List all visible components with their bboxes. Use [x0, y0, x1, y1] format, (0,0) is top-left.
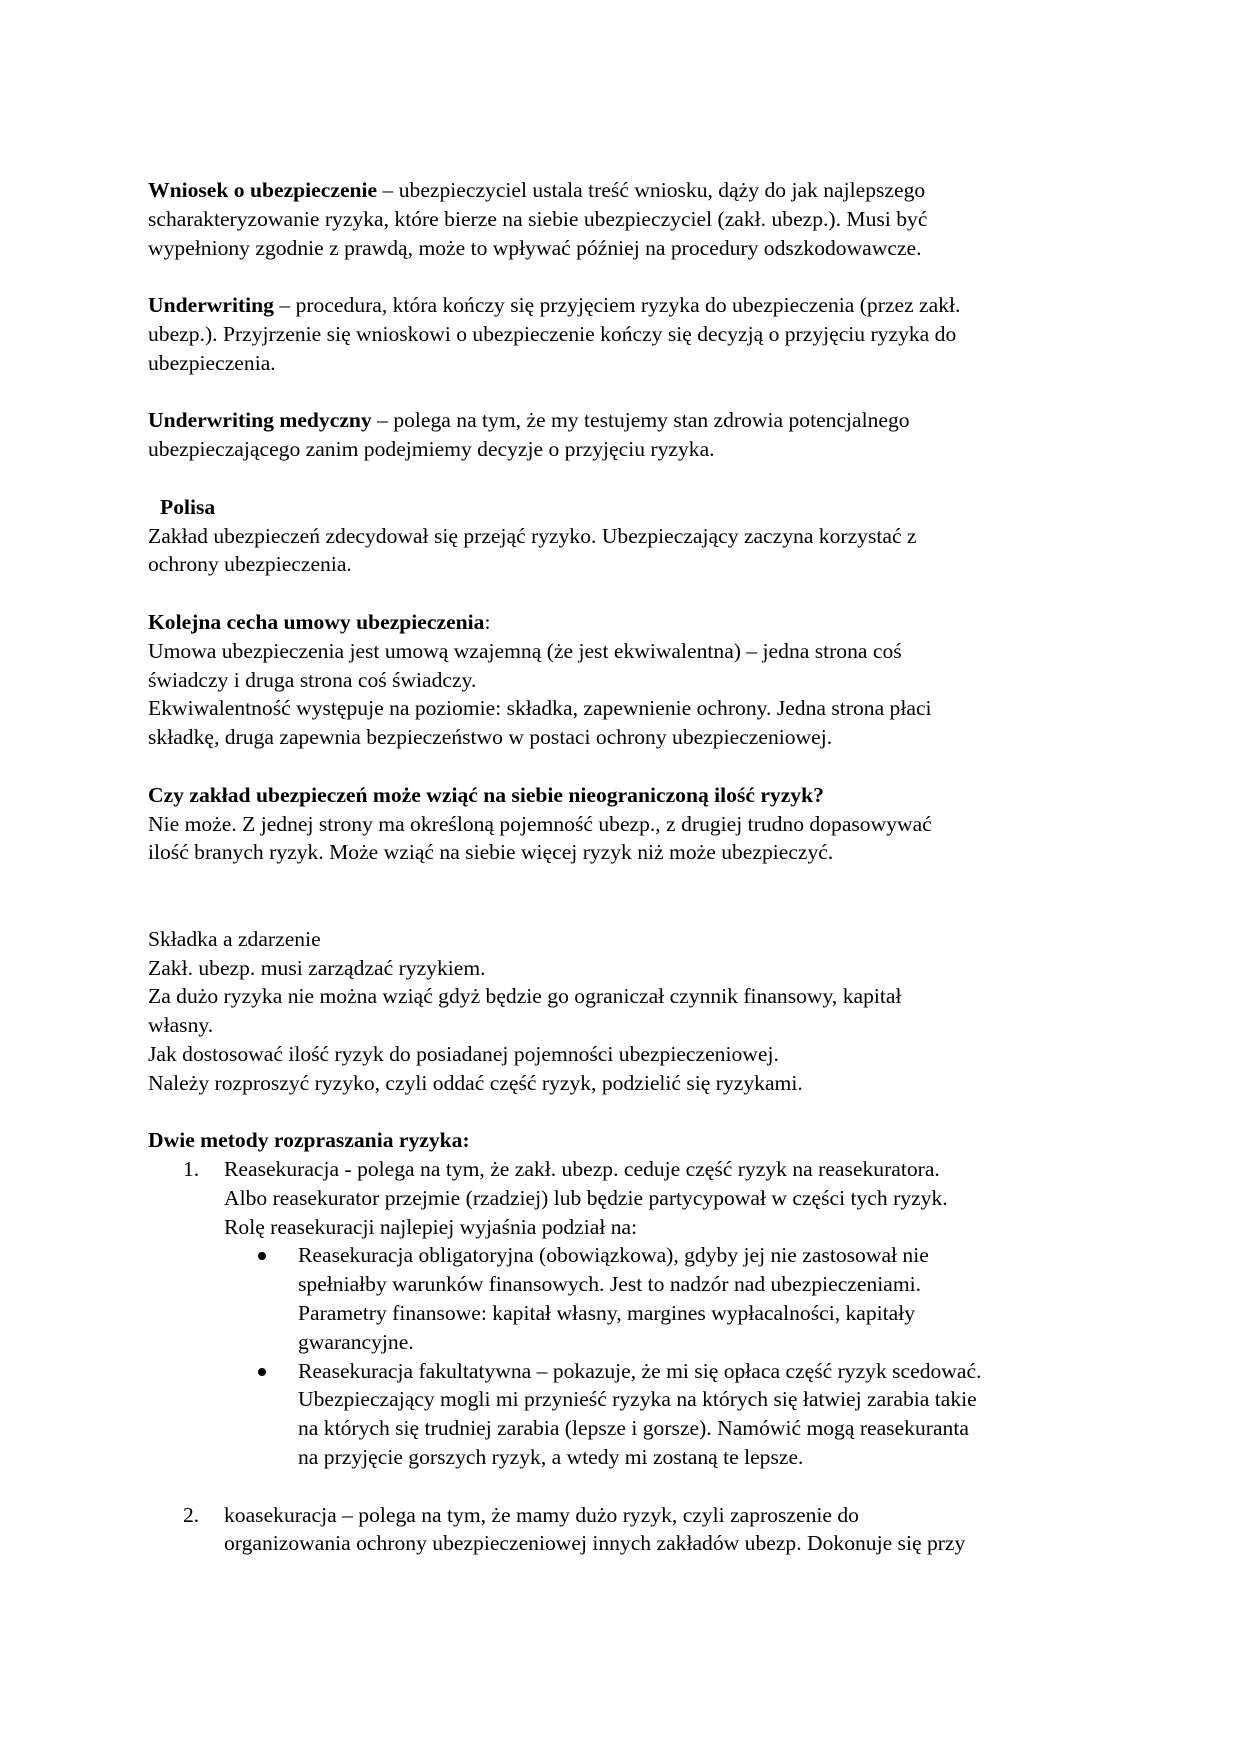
text-line: składkę, druga zapewnia bezpieczeństwo w postaci ochrony ubezpieczeniowej. [148, 725, 833, 750]
text-line: Zakład ubezpieczeń zdecydował się przejąć ryzyko. Ubezpieczający zaczyna korzystać z [148, 523, 917, 548]
text-line: na przyjęcie gorszych ryzyk, a wtedy mi zostaną te lepsze. [298, 1445, 804, 1470]
bullet-icon [258, 1252, 266, 1260]
paragraph-gap [224, 1472, 1098, 1501]
text-line: organizowania ochrony ubezpieczeniowej innych zakładów ubezp. Dokonuje się przy [224, 1531, 966, 1556]
section-polisa [148, 493, 1098, 579]
text-line: Reasekuracja obligatoryjna (obowiązkowa), gdyby jej nie zastosował nie [298, 1243, 929, 1268]
text-line: Reasekuracja fakultatywna – pokazuje, że mi się opłaca część ryzyk scedować. [298, 1358, 982, 1383]
bullet-item [224, 1357, 1098, 1472]
text-line: Ubezpieczający mogli mi przynieść ryzyka na których się łatwiej zarabia takie [298, 1387, 977, 1412]
section-underwriting [148, 291, 1098, 377]
term-wniosek: Wniosek o ubezpieczenie [148, 178, 378, 202]
text-line: na których się trudniej zarabia (lepsze i gorsze). Namówić mogą reasekuranta [298, 1416, 969, 1441]
text-line: ilość branych ryzyk. Może wziąć na siebie więcej ryzyk niż może ubezpieczyć. [148, 840, 834, 865]
list-number: 2. [183, 1502, 200, 1527]
text-line: Albo reasekurator przejmie (rzadziej) lub będzie partycypował w części tych ryzyk. [224, 1185, 948, 1210]
section-skladka [148, 925, 1098, 1098]
text-line: spełniałby warunków finansowych. Jest to nadzór nad ubezpieczeniami. [298, 1272, 922, 1297]
paragraph-gap [148, 867, 1098, 925]
text-line: Należy rozproszyć ryzyko, czyli oddać część ryzyk, podzielić się ryzykami. [148, 1070, 803, 1095]
section-underwriting-medyczny [148, 406, 1098, 464]
paragraph-gap [148, 378, 1098, 407]
text-line: gwarancyjne. [298, 1329, 414, 1354]
section-czy-zaklad [148, 781, 1098, 867]
text-line [148, 406, 1098, 435]
text-line: Zakł. ubezp. musi zarządzać ryzykiem. [148, 955, 486, 980]
paragraph-gap [148, 262, 1098, 291]
text-line [148, 291, 1098, 320]
text-line: Jak dostosować ilość ryzyk do posiadanej pojemności ubezpieczeniowej. [148, 1041, 779, 1066]
section-dwie-metody [148, 1126, 1098, 1558]
section-kolejna-cecha [148, 608, 1098, 752]
heading-polisa: Polisa [160, 494, 216, 519]
text-line: Za dużo ryzyka nie można wziąć gdyż będzie go ograniczał czynnik finansowy, kapitał [148, 984, 902, 1009]
paragraph-gap [148, 752, 1098, 781]
methods-list [148, 1155, 1098, 1558]
text-line: Parametry finansowe: kapitał własny, margines wypłacalności, kapitały [298, 1301, 916, 1326]
text-line: Umowa ubezpieczenia jest umową wzajemną (że jest ekwiwalentna) – jedna strona coś [148, 638, 902, 663]
text-line: świadczy i druga strona coś świadczy. [148, 667, 477, 692]
text-line-part: – polega na tym, że my testujemy stan zdrowia potencjalnego [371, 408, 910, 433]
heading-kolejna-cecha: Kolejna cecha umowy ubezpieczenia [148, 609, 485, 634]
text-line [148, 608, 1098, 637]
bullet-item [224, 1241, 1098, 1356]
text-line: ubezp.). Przyjrzenie się wnioskowi o ubezpieczenie kończy się decyzją o przyjęciu ryzyka do [148, 321, 957, 346]
text-line: scharakteryzowanie ryzyka, które bierze na siebie ubezpieczyciel (zakł. ubezp.). Musi być [148, 206, 928, 231]
list-item [148, 1501, 1098, 1559]
heading-suffix: : [484, 609, 491, 634]
heading-czy-zaklad: Czy zakład ubezpieczeń może wziąć na siebie nieograniczoną ilość ryzyk? [148, 782, 824, 807]
heading-dwie-metody: Dwie metody rozpraszania ryzyka: [148, 1128, 470, 1153]
term-underwriting-medyczny: Underwriting medyczny [148, 408, 372, 433]
document-page [148, 176, 1098, 1558]
text-line-part: – ubezpieczyciel ustala treść wniosku, dąży do jak najlepszego [377, 178, 926, 202]
text-line: ubezpieczenia. [148, 350, 276, 375]
text-line [148, 176, 1098, 205]
text-line: Reasekuracja - polega na tym, że zakł. ubezp. ceduje część ryzyk na reasekuratora. [224, 1157, 940, 1182]
section-wniosek [148, 176, 1098, 262]
text-line: Składka a zdarzenie [148, 926, 321, 951]
list-item [148, 1155, 1098, 1501]
bullet-icon [258, 1368, 266, 1376]
text-line: własny. [148, 1013, 214, 1038]
bullet-list [224, 1241, 1098, 1471]
term-underwriting: Underwriting [148, 293, 274, 318]
text-line: Nie może. Z jednej strony ma określoną pojemność ubezp., z drugiej trudno dopasowywać [148, 811, 932, 836]
text-line: ochrony ubezpieczenia. [148, 552, 352, 577]
text-line: wypełniony zgodnie z prawdą, może to wpływać później na procedury odszkodowawcze. [148, 235, 922, 260]
text-line: ubezpieczającego zanim podejmiemy decyzje o przyjęciu ryzyka. [148, 437, 715, 462]
text-line: Ekwiwalentność występuje na poziomie: składka, zapewnienie ochrony. Jedna strona płaci [148, 696, 932, 721]
paragraph-gap [148, 579, 1098, 608]
text-line: Rolę reasekuracji najlepiej wyjaśnia podział na: [224, 1214, 638, 1239]
text-line: koasekuracja – polega na tym, że mamy dużo ryzyk, czyli zaproszenie do [224, 1502, 859, 1527]
paragraph-gap [148, 1098, 1098, 1127]
text-line-part: – procedura, która kończy się przyjęciem ryzyka do ubezpieczenia (przez zakł. [273, 293, 961, 318]
paragraph-gap [148, 464, 1098, 493]
list-number: 1. [183, 1157, 200, 1182]
